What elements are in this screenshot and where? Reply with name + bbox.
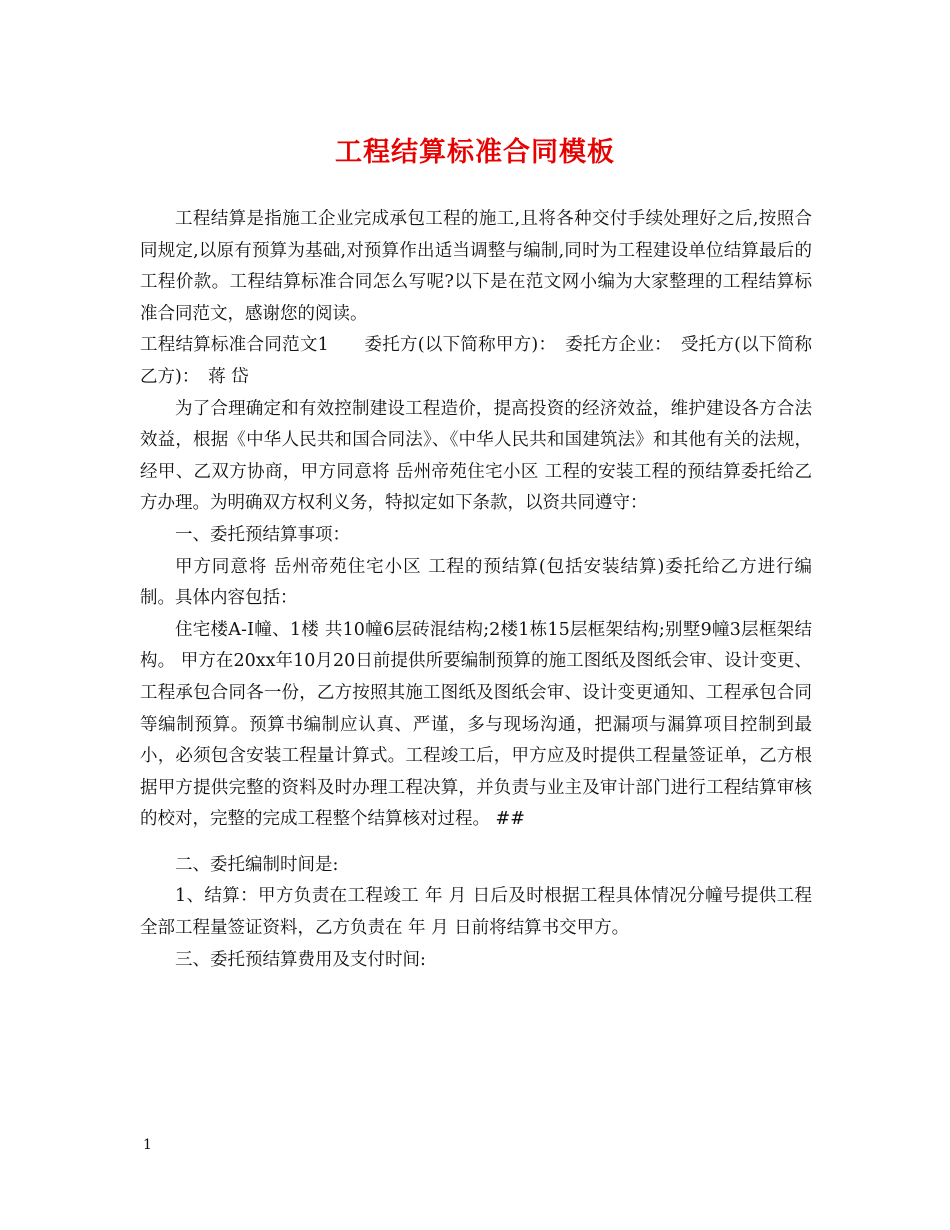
scope-paragraph: 甲方同意将 岳州帝苑住宅小区 工程的预结算(包括安装结算)委托给乙方进行编制。具体内容包括：	[140, 556, 812, 609]
page-number: 1	[143, 1137, 152, 1153]
document-body	[140, 204, 812, 976]
document-title: 工程结算标准合同模板	[335, 137, 615, 168]
intro-paragraph: 工程结算是指施工企业完成承包工程的施工,且将各种交付手续处理好之后,按照合同规定,以原有预算为基础,对预算作出适当调整与编制,同时为工程建设单位结算最后的工程价款。工程结算标准合同怎么写呢?以下是在范文网小编为大家整理的工程结算标准合同范文，感谢您的阅读。	[140, 209, 812, 324]
section-heading-2: 二、委托编制时间是:	[175, 854, 339, 875]
settlement-paragraph: 1、结算：甲方负责在工程竣工 年 月 日后及时根据工程具体情况分幢号提供工程全部工程量签证资料，乙方负责在 年 月 日前将结算书交甲方。	[140, 886, 812, 939]
details-paragraph: 住宅楼A-Ⅰ幢、1楼 共10幢6层砖混结构;2楼1栋15层框架结构;别墅9幢3层框架结构。 甲方在20xx年10月20日前提供所要编制预算的施工图纸及图纸会审、设计变更、工程承包合同各一份，乙方按照其施工图纸及图纸会审、设计变更通知、工程承包合同等编制预算。预算书编制应认真、严谨，多与现场沟通，把漏项与漏算项目控制到最小，必须包含安装工程量计算式。工程竣工后，甲方应及时提供工程量签证单，乙方根据甲方提供完整的资料及时办理工程决算，并负责与业主及审计部门进行工程结算审核的校对，完整的完成工程整个结算核对过程。 ##	[140, 619, 812, 830]
section-heading-1: 一、委托预结算事项：	[175, 524, 350, 545]
spacer	[140, 836, 812, 850]
contract-parties-line: 工程结算标准合同范文1 委托方(以下简称甲方)： 委托方企业： 受托方(以下简称乙方)： 蒋 岱	[140, 335, 812, 387]
section-heading-3: 三、委托预结算费用及支付时间:	[175, 949, 426, 970]
purpose-paragraph: 为了合理确定和有效控制建设工程造价，提高投资的经济效益，维护建设各方合法效益，根据《中华人民共和国合同法》、《中华人民共和国建筑法》和其他有关的法规，经甲、乙双方协商，甲方同意将 岳州帝苑住宅小区 工程的安装工程的预结算委托给乙方办理。为明确双方权利义务，特拟定如下条款，以资共同遵守：	[140, 398, 812, 514]
